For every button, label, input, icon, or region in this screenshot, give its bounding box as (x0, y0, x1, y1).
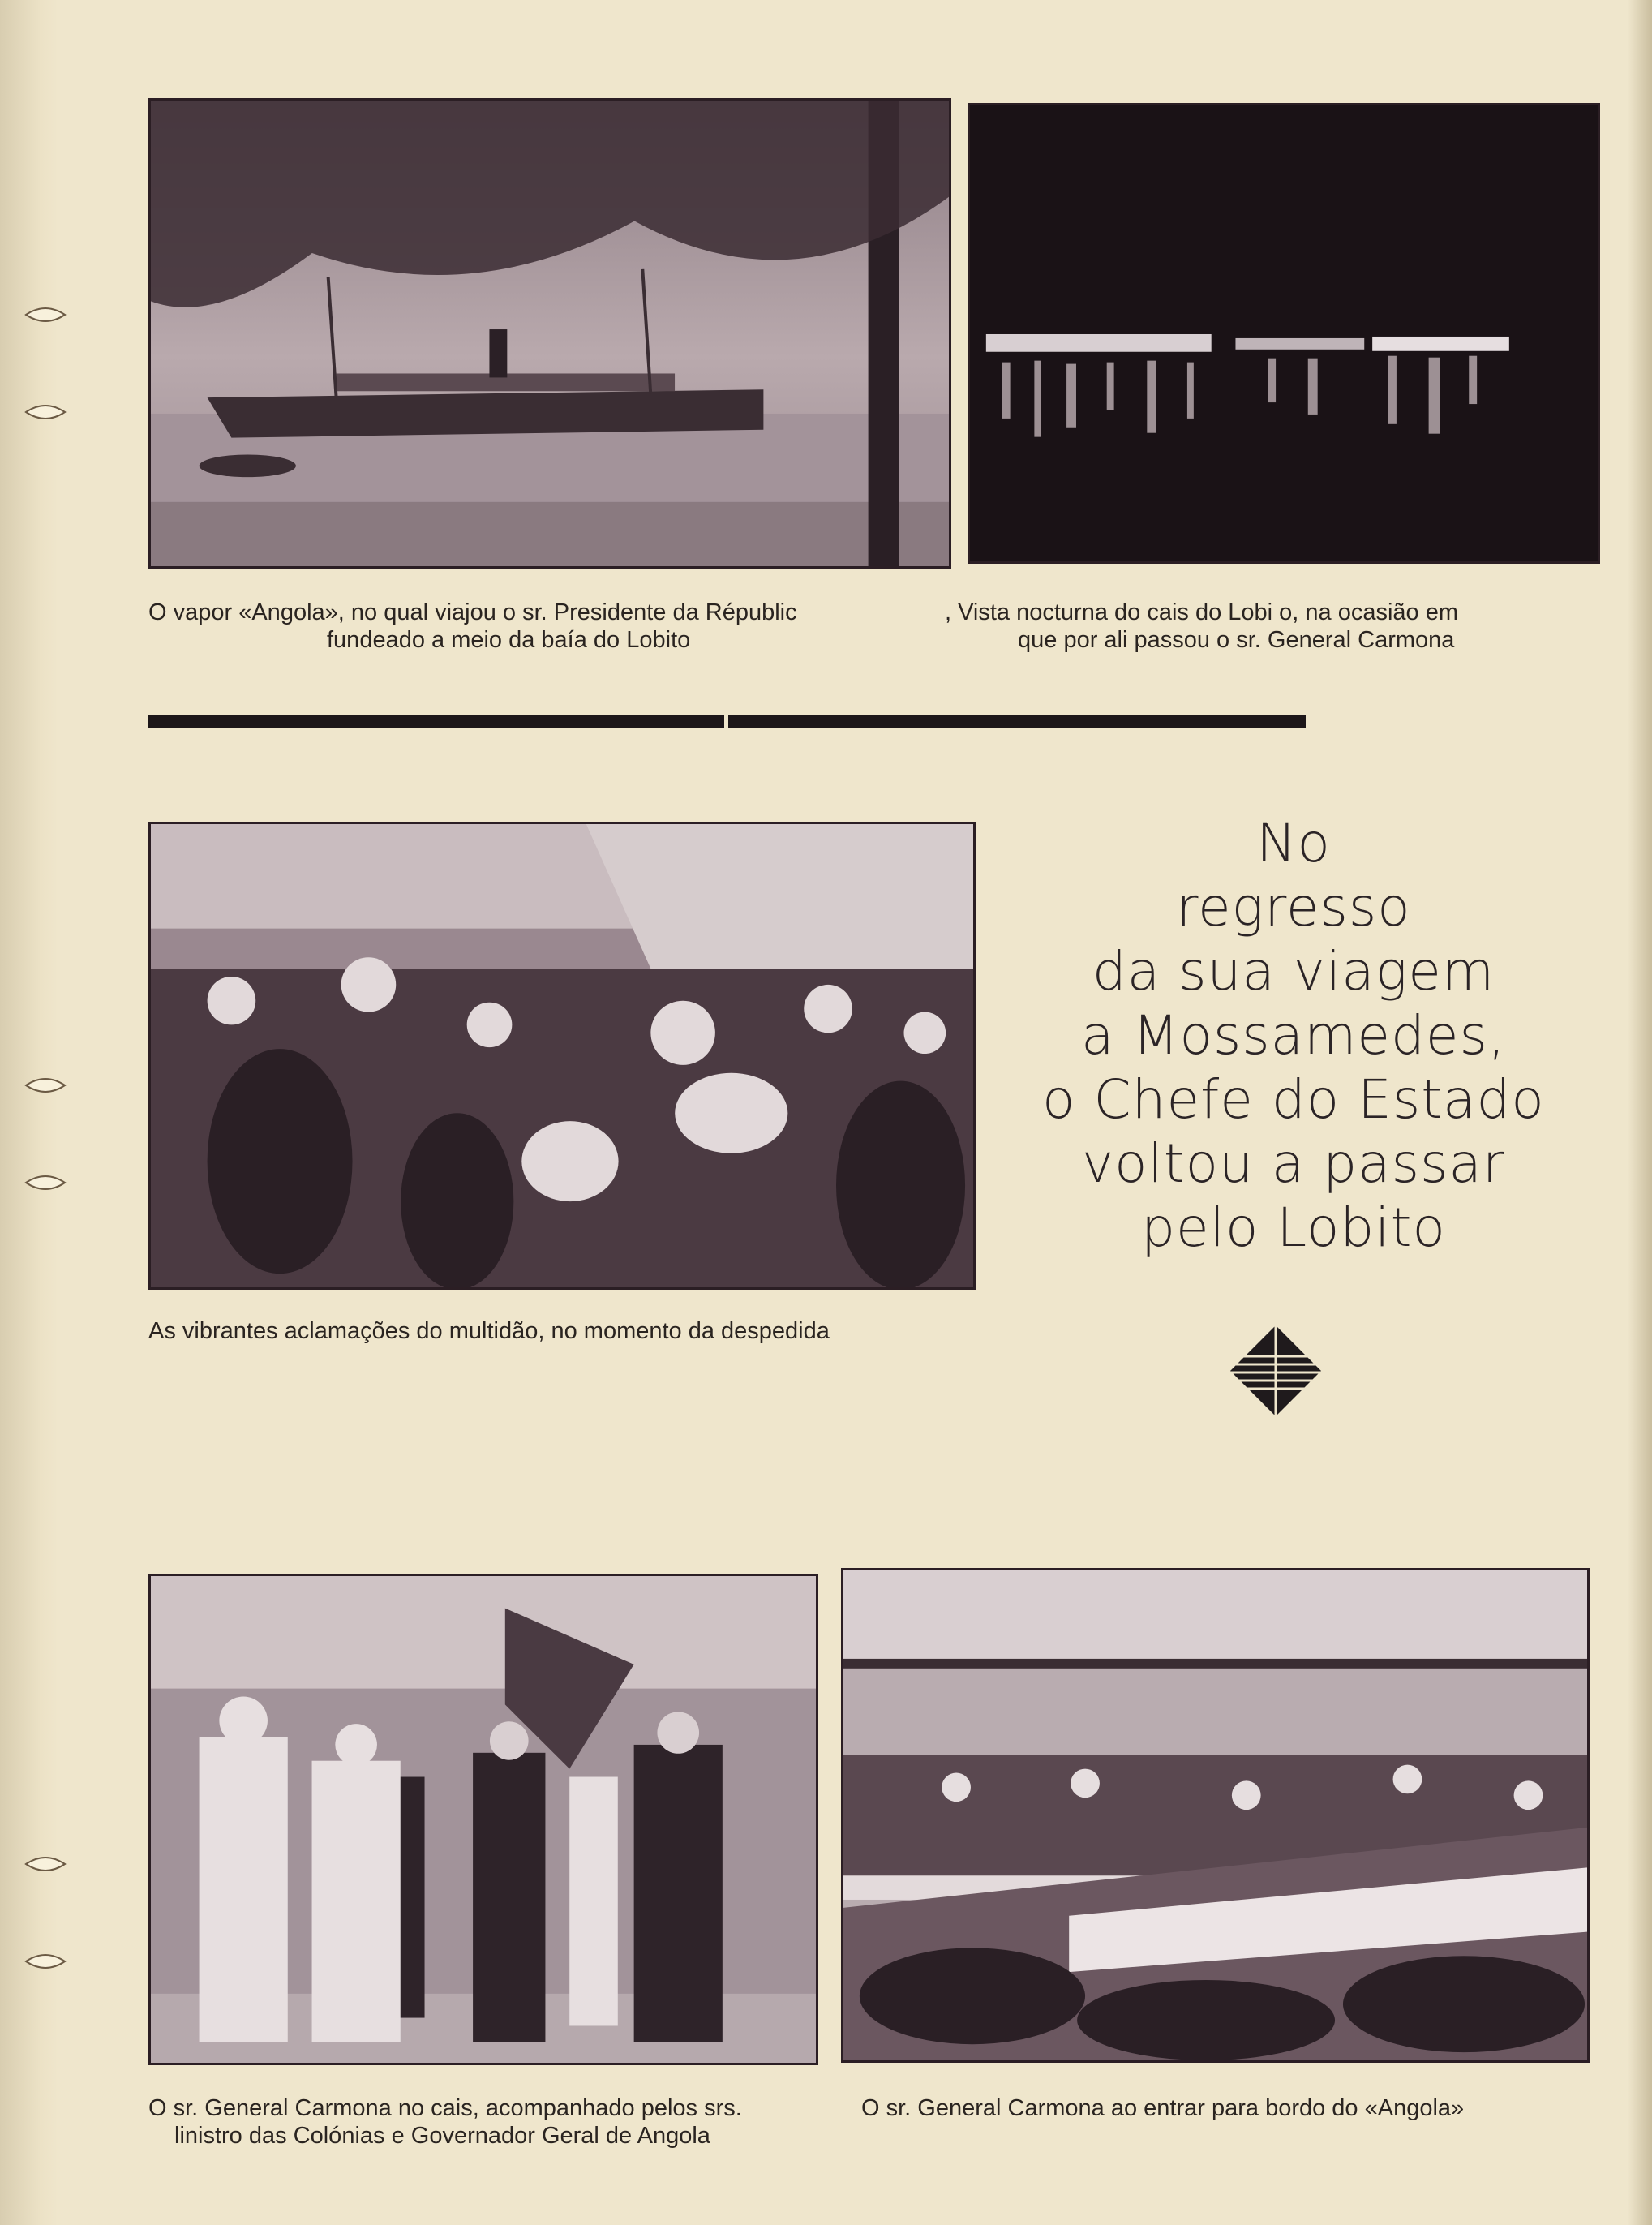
crowd-farewell-caption (148, 1317, 830, 1345)
caption-line: que por ali passou o sr. General Carmona (1018, 627, 1455, 653)
caption-line: As vibrantes aclamações do multidão, no momento da despedida (148, 1318, 830, 1344)
caption-line: fundeado a meio da baía do Lobito (327, 627, 691, 653)
caption-line: linistro das Colónias e Governador Geral de Angola (174, 2123, 710, 2149)
crowd-farewell-photo (148, 822, 976, 1290)
headline-line: voltou a passar (1082, 1132, 1505, 1195)
section-divider (728, 715, 1306, 728)
carmona-boarding-photo (841, 1568, 1590, 2063)
caption-line: O vapor «Angola», no qual viajou o sr. Presidente da Républic (148, 599, 797, 625)
binding-hole-icon (23, 1849, 68, 1879)
article-headline (977, 811, 1610, 1260)
binding-hole-icon (23, 1168, 68, 1197)
diamond-ornament-icon (1229, 1324, 1323, 1418)
caption-line: , Vista nocturna do cais do Lobi o, na ocasião em (945, 599, 1459, 625)
carmona-boarding-caption (861, 2094, 1464, 2122)
headline-line: pelo Lobito (1141, 1196, 1446, 1259)
ship-angola-caption (148, 599, 797, 654)
binding-hole-icon (23, 397, 68, 427)
headline-line: o Chefe do Estado (1042, 1068, 1545, 1131)
carmona-quay-caption (148, 2094, 742, 2150)
headline-line: a Mossamedes, (1081, 1004, 1506, 1067)
headline-line: da sua viagem (1092, 940, 1495, 1003)
night-dock-caption (945, 599, 1458, 654)
headline-line: No (1256, 812, 1331, 874)
caption-line: O sr. General Carmona no cais, acompanhado pelos srs. (148, 2095, 742, 2121)
caption-line: O sr. General Carmona ao entrar para bordo do «Angola» (861, 2095, 1465, 2121)
binding-hole-icon (23, 1071, 68, 1100)
binding-hole-icon (23, 300, 68, 329)
carmona-quay-photo (148, 1574, 818, 2065)
ship-angola-photo (148, 98, 951, 569)
headline-line: regresso (1176, 876, 1411, 939)
section-divider (148, 715, 724, 728)
page-edge (1628, 0, 1652, 2225)
binding-gutter (0, 0, 58, 2225)
night-dock-photo (968, 103, 1600, 564)
binding-hole-icon (23, 1947, 68, 1976)
